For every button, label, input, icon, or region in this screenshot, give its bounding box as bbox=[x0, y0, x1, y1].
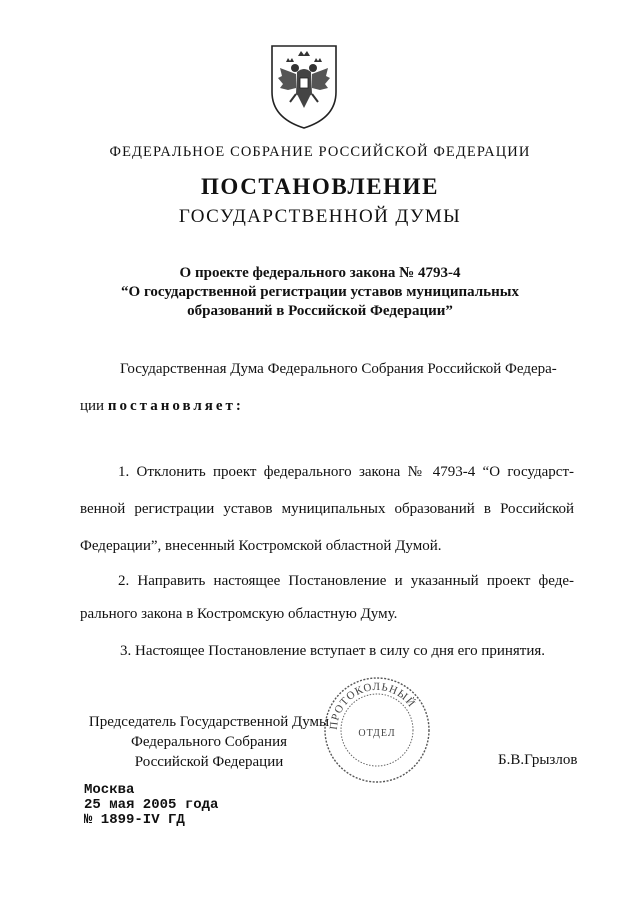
item-1-line: 1. Отклонить проект федерального закона № 4793-4 “О государст- bbox=[118, 464, 574, 480]
subject-line: О проекте федерального закона № 4793-4 bbox=[179, 265, 461, 281]
signer-name: Б.В.Грызлов bbox=[498, 752, 578, 768]
signer-title bbox=[84, 712, 334, 772]
document-type: ПОСТАНОВЛЕНИЕ bbox=[200, 174, 440, 199]
document-date: 25 мая 2005 года bbox=[84, 797, 219, 813]
svg-text:ОТДЕЛ: ОТДЕЛ bbox=[358, 728, 396, 739]
item-1-line: венной регистрации уставов муниципальных образований в Российской bbox=[80, 501, 574, 517]
assembly-name: ФЕДЕРАЛЬНОЕ СОБРАНИЕ РОССИЙСКОЙ ФЕДЕРАЦИИ bbox=[109, 144, 531, 160]
subject-line: “О государственной регистрации уставов муниципальных bbox=[121, 284, 519, 300]
subject-line: образований в Российской Федерации” bbox=[187, 303, 453, 319]
item-1-line: Федерации”, внесенный Костромской областной Думой. bbox=[80, 538, 442, 554]
document-place: Москва bbox=[84, 782, 135, 798]
russian-coat-of-arms-icon bbox=[268, 42, 340, 130]
document-issuer: ГОСУДАРСТВЕННОЙ ДУМЫ bbox=[178, 206, 462, 227]
preamble-text: ции bbox=[80, 398, 105, 414]
preamble-line bbox=[80, 396, 244, 416]
signer-title-line: Федерального Собрания bbox=[130, 734, 288, 750]
item-3-line: 3. Настоящее Постановление вступает в силу со дня его принятия. bbox=[120, 643, 546, 659]
signer-title-line: Председатель Государственной Думы bbox=[88, 714, 330, 730]
item-2-line: 2. Направить настоящее Постановление и указанный проект феде- bbox=[118, 573, 574, 589]
resolution-verb: постановляет: bbox=[107, 398, 244, 414]
item-2-line: рального закона в Костромскую областную Думу. bbox=[80, 606, 398, 622]
document-subject bbox=[60, 264, 580, 321]
svg-text:ПРОТОКОЛЬНЫЙ: ПРОТОКОЛЬНЫЙ bbox=[327, 680, 418, 731]
signer-title-line: Российской Федерации bbox=[134, 754, 284, 770]
document-number: № 1899-IV ГД bbox=[84, 812, 185, 828]
preamble-line: Государственная Дума Федерального Собрания Российской Федера- bbox=[120, 361, 557, 377]
